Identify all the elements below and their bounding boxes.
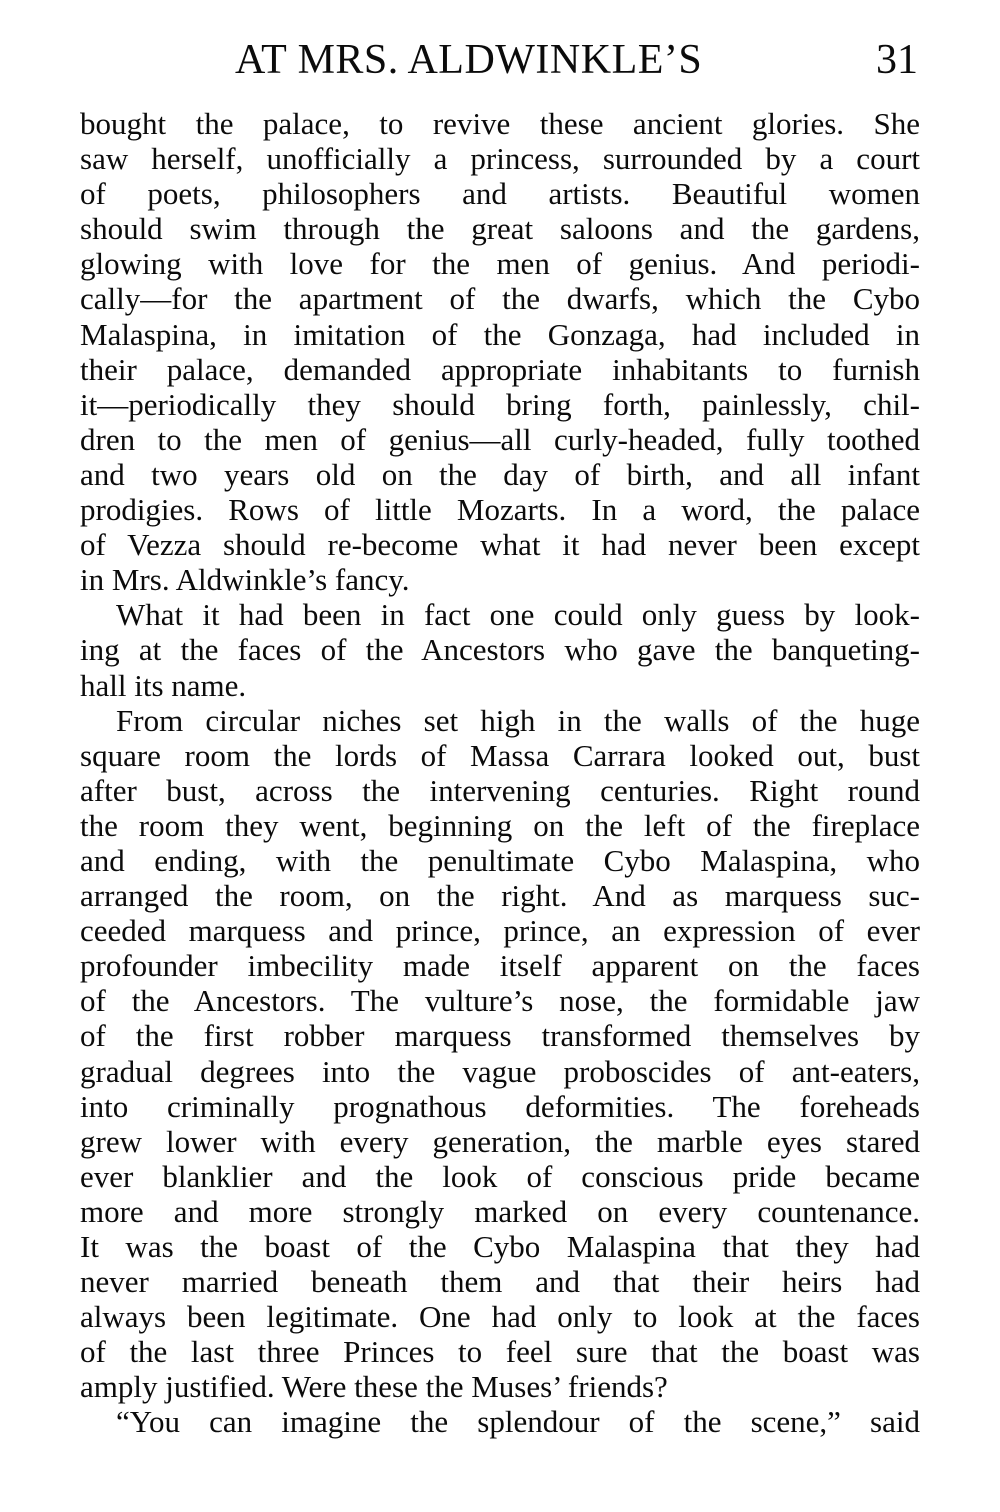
- running-head: [80, 30, 920, 90]
- text-line: more and more strongly marked on every countenance.: [80, 1193, 920, 1229]
- text-line: dren to the men of genius—all curly-headed, fully toothed: [80, 421, 920, 457]
- text-line: Malaspina, in imitation of the Gonzaga, had included in: [80, 316, 920, 352]
- text-line: saw herself, unofficially a princess, surrounded by a court: [80, 141, 920, 177]
- text-line: It was the boast of the Cybo Malaspina that they had: [80, 1229, 920, 1264]
- paragraph-start-line: “You can imagine the splendour of the scene,” said: [116, 1404, 920, 1440]
- text-line: into criminally prognathous deformities. The foreheads: [80, 1088, 920, 1124]
- text-line: of the last three Princes to feel sure that the boast was: [80, 1334, 920, 1370]
- text-line: the room they went, beginning on the left of the fireplace: [80, 807, 920, 843]
- text-line: it—periodically they should bring forth, painlessly, chil-: [80, 386, 920, 422]
- page-number: 31: [876, 37, 918, 83]
- text-line: cally—for the apartment of the dwarfs, which the Cybo: [80, 281, 920, 317]
- text-line: always been legitimate. One had only to look at the faces: [80, 1299, 920, 1335]
- paragraph-end-line: in Mrs. Aldwinkle’s fancy.: [80, 562, 410, 598]
- text-line: of poets, philosophers and artists. Beautiful women: [80, 176, 920, 212]
- text-line: should swim through the great saloons and the gardens,: [80, 211, 920, 247]
- text-line: their palace, demanded appropriate inhabitants to furnish: [80, 351, 920, 387]
- text-line: bought the palace, to revive these ancient glories. She: [80, 106, 920, 141]
- running-title: AT MRS. ALDWINKLE’S: [235, 37, 703, 83]
- text-line: ceeded marquess and prince, prince, an expression of ever: [80, 913, 920, 949]
- paragraph-start-line: From circular niches set high in the walls of the huge: [116, 702, 920, 738]
- text-line: gradual degrees into the vague proboscides of ant-eaters,: [80, 1053, 920, 1089]
- text-line: profounder imbecility made itself apparent on the faces: [80, 948, 920, 984]
- text-line: grew lower with every generation, the marble eyes stared: [80, 1123, 920, 1159]
- text-line: glowing with love for the men of genius. And periodi-: [80, 246, 920, 282]
- text-line: prodigies. Rows of little Mozarts. In a word, the palace: [80, 492, 920, 528]
- text-line: after bust, across the intervening centuries. Right round: [80, 772, 920, 808]
- text-line: of the first robber marquess transformed themselves by: [80, 1018, 920, 1054]
- text-line: arranged the room, on the right. And as marquess suc-: [80, 878, 920, 914]
- body-text: [80, 106, 920, 1440]
- text-line: never married beneath them and that their heirs had: [80, 1264, 920, 1300]
- text-line: and two years old on the day of birth, and all infant: [80, 456, 920, 492]
- paragraph-end-line: hall its name.: [80, 667, 247, 703]
- text-line: of Vezza should re-become what it had never been except: [80, 527, 920, 563]
- text-line: and ending, with the penultimate Cybo Malaspina, who: [80, 842, 920, 878]
- paragraph-start-line: What it had been in fact one could only guess by look-: [116, 597, 920, 633]
- text-line: ever blanklier and the look of conscious pride became: [80, 1158, 920, 1194]
- text-line: ing at the faces of the Ancestors who gave the banqueting-: [80, 632, 920, 668]
- text-line: of the Ancestors. The vulture’s nose, the formidable jaw: [80, 983, 920, 1019]
- paragraph-end-line: amply justified. Were these the Muses’ friends?: [80, 1369, 668, 1405]
- text-line: square room the lords of Massa Carrara looked out, bust: [80, 737, 920, 773]
